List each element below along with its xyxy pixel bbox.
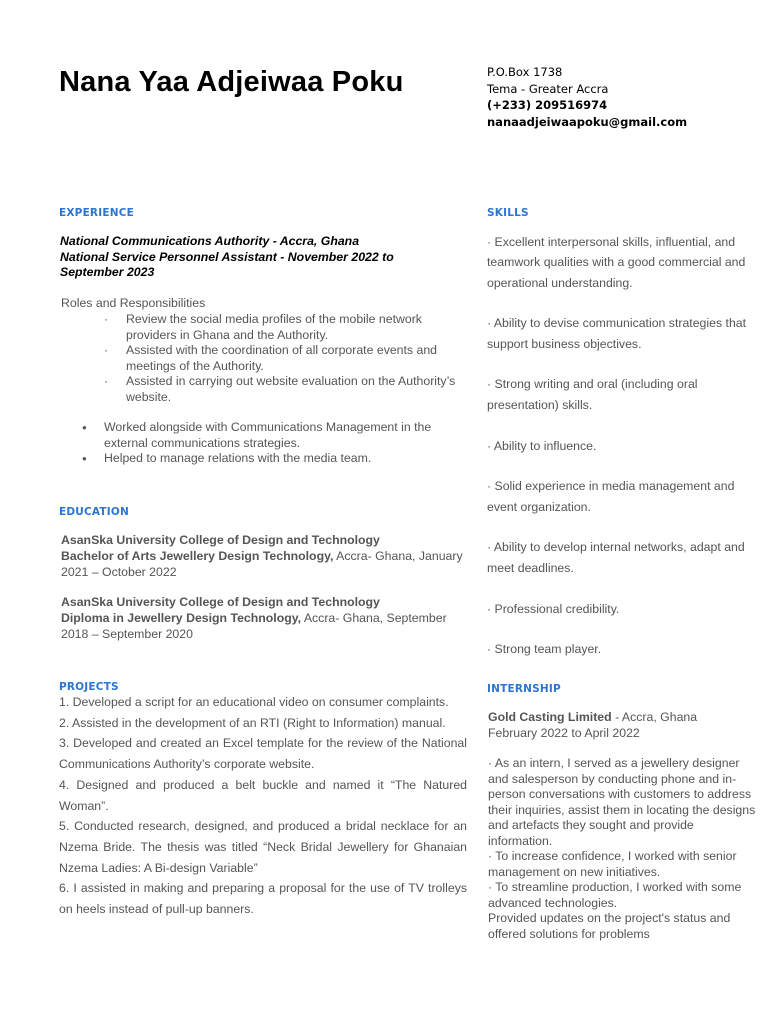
internship-company-line: [488, 710, 760, 726]
list-item: · To streamline production, I worked with some advanced technologies.: [488, 880, 742, 910]
list-item: ● Worked alongside with Communications Management in the external communications strategies.: [82, 420, 474, 451]
education-details: Accra- Ghana, September 2018 – September 2020: [61, 610, 447, 641]
internship-company: Gold Casting Limited: [488, 710, 612, 724]
contact-block: [487, 64, 687, 130]
education-degree: Bachelor of Arts Jewellery Design Technology,: [61, 548, 334, 563]
education-degree-line: [61, 549, 466, 581]
projects-list: [59, 692, 467, 920]
list-item: ● Helped to manage relations with the media team.: [82, 451, 474, 467]
list-item: · Excellent interpersonal skills, influential, and teamwork qualities with a good commercial and operational understanding.: [487, 235, 746, 290]
list-item: · Review the social media profiles of the mobile network providers in Ghana and the Authority.: [104, 312, 474, 343]
projects-heading: PROJECTS: [59, 681, 119, 693]
skills-heading: SKILLS: [487, 207, 529, 219]
list-item: · Professional credibility.: [487, 601, 620, 616]
skills-list: [487, 232, 759, 680]
list-item: 1. Developed a script for an educational video on consumer complaints.: [59, 695, 449, 709]
experience-bullets: [82, 420, 474, 467]
list-item: · Assisted with the coordination of all corporate events and meetings of the Authority.: [104, 343, 474, 374]
education-entry: [61, 533, 466, 580]
list-item: 2. Assisted in the development of an RTI (Right to Information) manual.: [59, 715, 446, 730]
internship-block: [488, 710, 760, 942]
contact-city: Tema - Greater Accra: [487, 81, 609, 96]
list-item: 5. Conducted research, designed, and produced a bridal necklace for an Nzema Bride. The thesis was titled “Neck Bridal Jewellery for Ghanaian Nzema Ladies: A Bi-design Variable”: [59, 819, 467, 875]
contact-phone: (+233) 209516974: [487, 98, 608, 112]
education-heading: EDUCATION: [59, 506, 130, 518]
education-details: Accra- Ghana, January 2021 – October 2022: [61, 548, 463, 579]
contact-po-box: P.O.Box 1738: [487, 65, 563, 79]
list-item: · Ability to devise communication strategies that support business objectives.: [487, 316, 747, 351]
list-item: 6. I assisted in making and preparing a proposal for the use of TV trolleys on heels instead of pull-up banners.: [59, 881, 467, 917]
internship-location: - Accra, Ghana: [611, 710, 698, 724]
list-item: · Ability to develop internal networks, adapt and meet deadlines.: [487, 540, 745, 575]
list-item: 4. Designed and produced a belt buckle and named it “The Natured Woman”.: [59, 777, 467, 813]
list-item: · As an intern, I served as a jewellery designer and salesperson by conducting phone and in-person conversations with customers to address their inquiries, assist them in locating the designs and artefacts they sought and provide information.: [488, 756, 756, 848]
experience-role: National Service Personnel Assistant - November 2022 to September 2023: [60, 249, 394, 279]
internship-dates: February 2022 to April 2022: [488, 725, 640, 740]
list-item: · Strong writing and oral (including oral presentation) skills.: [487, 377, 698, 412]
internship-heading: INTERNSHIP: [487, 683, 561, 695]
education-degree-line: [61, 611, 466, 643]
list-item: · Ability to influence.: [487, 438, 597, 453]
list-item: Provided updates on the project's status and offered solutions for problems: [488, 911, 731, 941]
contact-email: nanaadjeiwaapoku@gmail.com: [487, 114, 688, 129]
list-item: · Strong team player.: [487, 642, 602, 657]
list-item: 3. Developed and created an Excel template for the review of the National Communications Authority’s corporate website.: [59, 736, 467, 772]
experience-heading: EXPERIENCE: [59, 207, 134, 219]
experience-position: [60, 234, 420, 281]
education-school: AsanSka University College of Design and Technology: [61, 595, 380, 609]
experience-org: National Communications Authority - Accra, Ghana: [60, 234, 360, 248]
responsibilities-list: [104, 312, 474, 405]
education-entry: [61, 595, 466, 642]
education-degree: Diploma in Jewellery Design Technology,: [61, 610, 302, 625]
roles-title: Roles and Responsibilities: [61, 296, 206, 310]
list-item: · Solid experience in media management and event organization.: [487, 479, 735, 514]
education-school: AsanSka University College of Design and Technology: [61, 533, 380, 547]
list-item: · To increase confidence, I worked with senior management on new initiatives.: [488, 849, 737, 879]
candidate-name: Nana Yaa Adjeiwaa Poku: [59, 66, 404, 98]
list-item: · Assisted in carrying out website evaluation on the Authority’s website.: [104, 374, 474, 405]
